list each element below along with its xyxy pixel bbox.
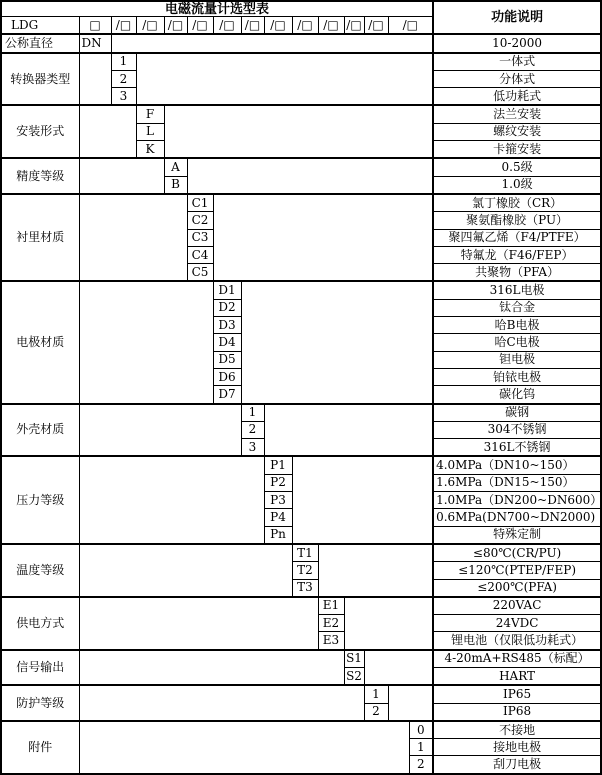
desc-cell: IP65 xyxy=(433,685,601,703)
filler xyxy=(79,544,292,597)
desc-cell: HART xyxy=(433,667,601,685)
code-cell: E2 xyxy=(318,615,344,632)
code-cell: 1 xyxy=(111,53,136,71)
code-cell: A xyxy=(164,158,187,176)
block-lining xyxy=(1,194,601,212)
block-install xyxy=(1,105,601,123)
code-cell: 2 xyxy=(409,756,433,774)
block-pressure xyxy=(1,456,601,474)
desc-cell: 钽电极 xyxy=(433,351,601,368)
category-label: 防护等级 xyxy=(1,685,79,721)
model-slot: /□ xyxy=(344,17,364,35)
desc-cell: 刮刀电极 xyxy=(433,756,601,774)
category-label: 衬里材质 xyxy=(1,194,79,281)
code-cell: C3 xyxy=(187,229,213,246)
code-cell: P2 xyxy=(264,474,292,491)
code-cell: C1 xyxy=(187,194,213,212)
filler xyxy=(292,456,433,543)
code-cell: 0 xyxy=(409,721,433,739)
code-cell: 1 xyxy=(409,739,433,756)
model-slot: /□ xyxy=(364,17,388,35)
code-cell: D2 xyxy=(213,299,241,316)
code-cell: D5 xyxy=(213,351,241,368)
desc-cell: ≤120℃(PTEP/FEP) xyxy=(433,562,601,579)
desc-cell: 分体式 xyxy=(433,70,601,87)
code-cell: C4 xyxy=(187,246,213,263)
block-signal xyxy=(1,650,601,668)
model-prefix: LDG xyxy=(1,17,79,35)
model-slot: /□ xyxy=(388,17,433,35)
filler xyxy=(79,194,187,281)
code-cell: L xyxy=(136,123,164,140)
desc-cell: 10-2000 xyxy=(433,34,601,52)
filler xyxy=(79,685,364,721)
table-title: 电磁流量计选型表 xyxy=(1,1,433,17)
desc-cell: 4-20mA+RS485（标配） xyxy=(433,650,601,668)
category-label: 安装形式 xyxy=(1,105,79,158)
desc-cell: 碳化钨 xyxy=(433,386,601,404)
model-slot: /□ xyxy=(111,17,136,35)
desc-cell: 钛合金 xyxy=(433,299,601,316)
filler xyxy=(79,158,164,194)
desc-cell: 哈C电极 xyxy=(433,334,601,351)
model-slot: /□ xyxy=(318,17,344,35)
desc-cell: 聚氨酯橡胶（PU） xyxy=(433,212,601,229)
code-cell: B xyxy=(164,176,187,194)
title-row xyxy=(1,1,601,17)
block-housing xyxy=(1,404,601,422)
code-cell: D4 xyxy=(213,334,241,351)
code-cell: D1 xyxy=(213,281,241,299)
code-cell: F xyxy=(136,105,164,123)
desc-cell: 螺纹安装 xyxy=(433,123,601,140)
category-label: 公称直径 xyxy=(1,34,79,52)
desc-cell: 法兰安装 xyxy=(433,105,601,123)
category-label: 附件 xyxy=(1,721,79,774)
category-label: 转换器类型 xyxy=(1,53,79,106)
desc-cell: 氯丁橡胶（CR） xyxy=(433,194,601,212)
filler xyxy=(79,456,264,543)
filler xyxy=(164,105,433,158)
filler xyxy=(344,597,433,650)
filler xyxy=(318,544,433,597)
code-cell: E1 xyxy=(318,597,344,615)
filler xyxy=(388,685,433,721)
desc-cell: 卡箍安装 xyxy=(433,141,601,159)
desc-cell: 共聚物（PFA） xyxy=(433,264,601,282)
filler xyxy=(79,53,111,106)
category-label: 温度等级 xyxy=(1,544,79,597)
filler xyxy=(111,34,433,52)
desc-cell: 304不锈钢 xyxy=(433,421,601,438)
category-label: 压力等级 xyxy=(1,456,79,543)
code-cell: 1 xyxy=(364,685,388,703)
desc-cell: 一体式 xyxy=(433,53,601,71)
block-electrode xyxy=(1,281,601,299)
desc-cell: 特殊定制 xyxy=(433,526,601,544)
code-cell: 3 xyxy=(111,88,136,106)
category-label: 电极材质 xyxy=(1,281,79,403)
desc-cell: 1.0级 xyxy=(433,176,601,194)
code-cell: T1 xyxy=(292,544,318,562)
code-cell: T3 xyxy=(292,579,318,597)
block-dn xyxy=(1,34,601,52)
desc-cell: 锂电池（仅限低功耗式） xyxy=(433,632,601,650)
code-cell: C5 xyxy=(187,264,213,282)
code-cell: D6 xyxy=(213,368,241,385)
desc-cell: IP68 xyxy=(433,703,601,721)
code-cell: P4 xyxy=(264,509,292,526)
desc-cell: 碳钢 xyxy=(433,404,601,422)
desc-cell: 接地电极 xyxy=(433,739,601,756)
desc-cell: 24VDC xyxy=(433,615,601,632)
model-slot: /□ xyxy=(241,17,264,35)
desc-cell: ≤200℃(PFA) xyxy=(433,579,601,597)
model-slot: /□ xyxy=(292,17,318,35)
block-protection xyxy=(1,685,601,703)
desc-cell: ≤80℃(CR/PU) xyxy=(433,544,601,562)
category-label: 外壳材质 xyxy=(1,404,79,457)
filler xyxy=(79,281,213,403)
code-cell: Pn xyxy=(264,526,292,544)
model-slot: /□ xyxy=(187,17,213,35)
desc-cell: 0.6MPa(DN700~DN2000) xyxy=(433,509,601,526)
code-cell: P1 xyxy=(264,456,292,474)
category-label: 精度等级 xyxy=(1,158,79,194)
filler xyxy=(79,105,136,158)
code-cell: E3 xyxy=(318,632,344,650)
filler xyxy=(79,650,344,686)
desc-cell: 铂铱电极 xyxy=(433,368,601,385)
desc-cell: 316L电极 xyxy=(433,281,601,299)
desc-cell: 316L不锈钢 xyxy=(433,439,601,457)
code-cell: 2 xyxy=(241,421,264,438)
code-cell: C2 xyxy=(187,212,213,229)
code-cell: T2 xyxy=(292,562,318,579)
filler xyxy=(241,281,433,403)
category-label: 信号输出 xyxy=(1,650,79,686)
filler xyxy=(79,404,241,457)
model-slot: /□ xyxy=(264,17,292,35)
block-accuracy xyxy=(1,158,601,176)
code-cell: 2 xyxy=(364,703,388,721)
desc-cell: 4.0MPa（DN10~150） xyxy=(433,456,601,474)
model-slot: /□ xyxy=(213,17,241,35)
filler xyxy=(187,158,433,194)
desc-cell: 低功耗式 xyxy=(433,88,601,106)
model-box: □ xyxy=(79,17,111,35)
block-accessory xyxy=(1,721,601,739)
category-label: 供电方式 xyxy=(1,597,79,650)
desc-cell: 特氟龙（F46/FEP） xyxy=(433,246,601,263)
code-cell: 1 xyxy=(241,404,264,422)
code-cell: 3 xyxy=(241,439,264,457)
code-cell: DN xyxy=(79,34,111,52)
desc-cell: 0.5级 xyxy=(433,158,601,176)
block-temperature xyxy=(1,544,601,562)
code-cell: S2 xyxy=(344,667,364,685)
filler xyxy=(79,721,409,774)
filler xyxy=(364,650,433,686)
model-slot: /□ xyxy=(136,17,164,35)
code-cell: D7 xyxy=(213,386,241,404)
code-cell: 2 xyxy=(111,70,136,87)
desc-cell: 聚四氟乙烯（F4/PTFE） xyxy=(433,229,601,246)
desc-cell: 1.0MPa（DN200~DN600） xyxy=(433,492,601,509)
code-cell: D3 xyxy=(213,317,241,334)
desc-cell: 220VAC xyxy=(433,597,601,615)
desc-cell: 哈B电极 xyxy=(433,317,601,334)
filler xyxy=(79,597,318,650)
desc-cell: 1.6MPa（DN15~150） xyxy=(433,474,601,491)
code-cell: P3 xyxy=(264,492,292,509)
filler xyxy=(213,194,433,281)
desc-cell: 不接地 xyxy=(433,721,601,739)
filler xyxy=(264,404,433,457)
code-cell: K xyxy=(136,141,164,159)
filler xyxy=(136,53,433,106)
model-slot: /□ xyxy=(164,17,187,35)
block-power xyxy=(1,597,601,615)
block-converter xyxy=(1,53,601,71)
function-column-header: 功能说明 xyxy=(433,1,601,34)
code-cell: S1 xyxy=(344,650,364,668)
